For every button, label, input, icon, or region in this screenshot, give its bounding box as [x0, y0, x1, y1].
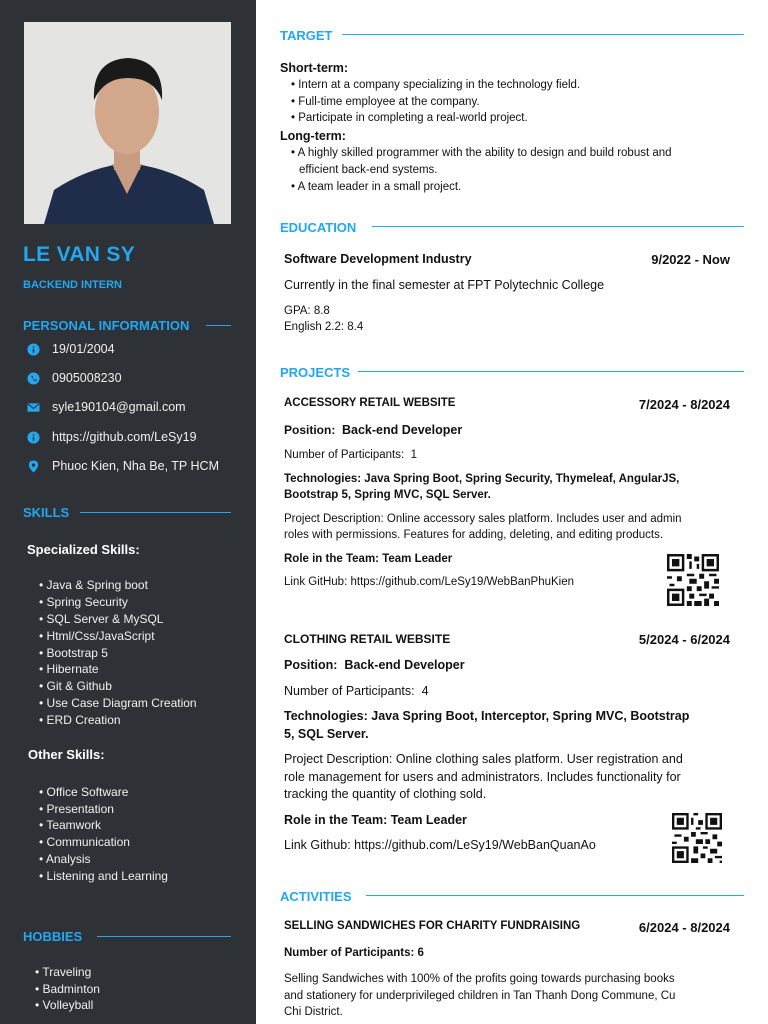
qr-code-icon[interactable]: [671, 813, 723, 863]
education-english: English 2.2: 8.4: [284, 321, 364, 333]
short-term-item: • Full-time employee at the company.: [291, 96, 480, 108]
long-term-item: • A highly skilled programmer with the ability to design and build robust and: [291, 147, 672, 159]
personal-info-heading: PERSONAL INFORMATION: [23, 318, 190, 333]
profile-name: LE VAN SY: [23, 243, 135, 266]
phone-text[interactable]: 0905008230: [52, 371, 122, 385]
section-divider: [206, 325, 231, 326]
mail-icon: [27, 401, 40, 414]
project-position: Position: Back-end Developer: [284, 423, 463, 437]
short-term-label: Short-term:: [280, 61, 349, 75]
project-role: Role in the Team: Team Leader: [284, 553, 453, 565]
email-text[interactable]: syle190104@gmail.com: [52, 400, 186, 414]
skill-item: • ERD Creation: [39, 713, 121, 727]
project-tech: Technologies: Java Spring Boot, Spring Security, Thymeleaf, AngularJS,: [284, 473, 680, 485]
other-skills-label: Other Skills:: [28, 747, 105, 762]
activity-title: SELLING SANDWICHES FOR CHARITY FUNDRAISING: [284, 920, 581, 932]
project-desc: Project Description: Online clothing sales platform. User registration and: [284, 752, 683, 766]
activity-desc: Selling Sandwiches with 100% of the profits going towards purchasing books: [284, 973, 675, 985]
project-link[interactable]: Link GitHub: https://github.com/LeSy19/WebBanPhuKien: [284, 576, 575, 588]
other-skill-item: • Communication: [39, 835, 130, 849]
info-github: [27, 430, 197, 444]
info-address: [27, 459, 219, 473]
other-skill-item: • Presentation: [39, 802, 114, 816]
skill-item: • Use Case Diagram Creation: [39, 696, 197, 710]
other-skill-item: • Analysis: [39, 852, 91, 866]
phone-icon: [27, 372, 40, 385]
target-heading: TARGET: [280, 28, 333, 43]
activity-desc-cont: and stationery for underprivileged children in Tan Thanh Dong Commune, Cu: [284, 990, 676, 1002]
skills-heading: SKILLS: [23, 505, 70, 520]
section-divider: [366, 895, 744, 896]
project-desc-cont: tracking the quantity of clothing sold.: [284, 787, 487, 801]
project-title: CLOTHING RETAIL WEBSITE: [284, 632, 451, 646]
education-field: Software Development Industry: [284, 252, 472, 266]
project-participants: Number of Participants: 1: [284, 449, 417, 461]
short-term-item: • Intern at a company specializing in the technology field.: [291, 79, 581, 91]
skill-item: • Git & Github: [39, 679, 112, 693]
project-tech-cont: Bootstrap 5, Spring MVC, SQL Server.: [284, 489, 491, 501]
short-term-item: • Participate in completing a real-world project.: [291, 112, 528, 124]
activities-heading: ACTIVITIES: [280, 889, 352, 904]
skill-item: • Html/Css/JavaScript: [39, 629, 155, 643]
hobbies-heading: HOBBIES: [23, 929, 83, 944]
skill-item: • Java & Spring boot: [39, 578, 148, 592]
section-divider: [342, 34, 744, 35]
skill-item: • Spring Security: [39, 595, 128, 609]
activity-desc-cont: Chi District.: [284, 1006, 343, 1018]
project-tech: Technologies: Java Spring Boot, Interceptor, Spring MVC, Bootstrap: [284, 709, 690, 723]
other-skill-item: • Office Software: [39, 785, 129, 799]
project-participants: Number of Participants: 4: [284, 684, 429, 698]
info-icon: [27, 343, 40, 356]
specialized-skills-label: Specialized Skills:: [27, 542, 140, 557]
education-gpa: GPA: 8.8: [284, 305, 330, 317]
hobby-item: • Volleyball: [35, 998, 94, 1012]
project-date: 5/2024 - 6/2024: [638, 632, 730, 647]
section-divider: [358, 371, 744, 372]
project-desc: Project Description: Online accessory sales platform. Includes user and admin: [284, 513, 682, 525]
project-role: Role in the Team: Team Leader: [284, 813, 467, 827]
other-skill-item: • Listening and Learning: [39, 869, 168, 883]
info-icon: [27, 431, 40, 444]
project-title: ACCESSORY RETAIL WEBSITE: [284, 397, 456, 409]
skill-item: • Bootstrap 5: [39, 646, 108, 660]
project-tech-cont: 5, SQL Server.: [284, 727, 369, 741]
skill-item: • SQL Server & MySQL: [39, 612, 164, 626]
skill-item: • Hibernate: [39, 662, 99, 676]
hobby-item: • Traveling: [35, 965, 92, 979]
hobby-item: • Badminton: [35, 982, 100, 996]
project-date: 7/2024 - 8/2024: [638, 397, 730, 412]
education-heading: EDUCATION: [280, 220, 357, 235]
section-divider: [80, 512, 231, 513]
other-skill-item: • Teamwork: [39, 818, 102, 832]
long-term-item: • A team leader in a small project.: [291, 181, 462, 193]
qr-code-icon[interactable]: [666, 554, 720, 606]
address-text: Phuoc Kien, Nha Be, TP HCM: [52, 459, 219, 473]
sidebar: [0, 0, 256, 1024]
long-term-label: Long-term:: [280, 129, 346, 143]
location-icon: [27, 460, 40, 473]
education-desc: Currently in the final semester at FPT Polytechnic College: [284, 278, 605, 292]
section-divider: [97, 936, 231, 937]
birthdate-text: 19/01/2004: [52, 342, 115, 356]
project-position: Position: Back-end Developer: [284, 658, 465, 672]
section-divider: [372, 226, 744, 227]
profile-photo: [24, 22, 231, 224]
info-phone: [27, 371, 122, 385]
project-desc-cont: role management for users and administrators. Includes functionality for: [284, 770, 681, 784]
profile-role: BACKEND INTERN: [23, 279, 122, 291]
project-desc-cont: roles with permissions. Features for adding, deleting, and editing products.: [284, 529, 664, 541]
info-birthdate: [27, 342, 115, 356]
project-link[interactable]: Link Github: https://github.com/LeSy19/WebBanQuanAo: [284, 838, 596, 852]
education-date: 9/2022 - Now: [651, 252, 730, 267]
info-email: [27, 400, 186, 414]
projects-heading: PROJECTS: [280, 365, 351, 380]
activity-date: 6/2024 - 8/2024: [638, 920, 730, 935]
long-term-item-cont: efficient back-end systems.: [299, 164, 438, 176]
github-link[interactable]: https://github.com/LeSy19: [52, 430, 197, 444]
activity-participants: Number of Participants: 6: [284, 947, 424, 959]
